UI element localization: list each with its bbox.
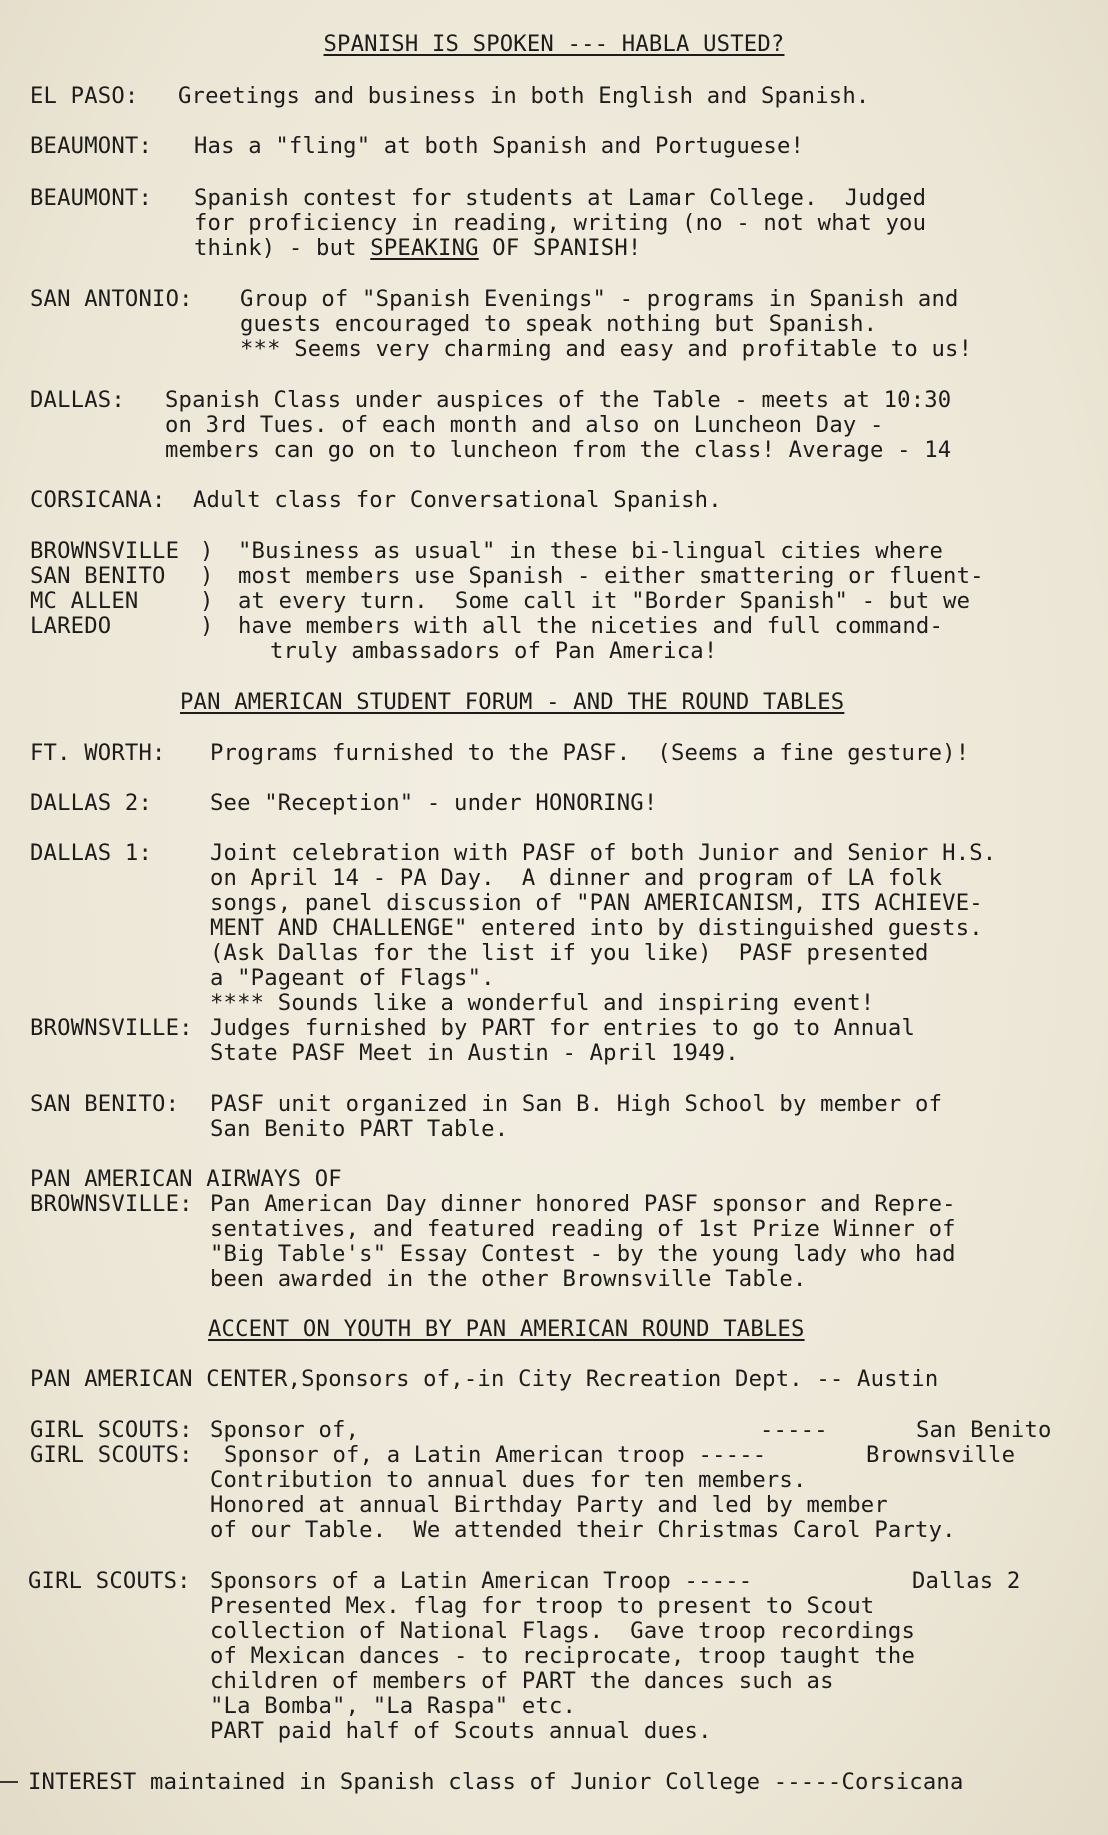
entry-label-brownsville: BROWNSVILLE: xyxy=(30,1015,193,1041)
entry-label-girl-scouts-3: GIRL SCOUTS: xyxy=(28,1568,191,1594)
city-san-benito-right: San Benito xyxy=(916,1417,1052,1443)
entry-text-brownsville-line-2: State PASF Meet in Austin - April 1949. xyxy=(210,1040,739,1066)
entry-label-corsicana: CORSICANA: xyxy=(30,487,166,513)
entry-text-airways-line-2: sentatives, and featured reading of 1st Prize Winner of xyxy=(210,1216,956,1242)
bracket-paren: ) xyxy=(200,613,214,639)
entry-label-girl-scouts-2: GIRL SCOUTS: xyxy=(30,1442,193,1468)
entry-text-girl-scouts-3-line-5: children of members of PART the dances such as xyxy=(210,1668,834,1694)
entry-text-dallas-1-line-5: (Ask Dallas for the list if you like) PASF presented xyxy=(210,940,929,966)
text-fragment: think) - but xyxy=(194,235,371,261)
entry-text-girl-scouts-3-line-6: "La Bomba", "La Raspa" etc. xyxy=(210,1693,577,1719)
bracket-paren: ) xyxy=(200,588,214,614)
entry-text-girl-scouts-3-line-1: Sponsors of a Latin American Troop ----- xyxy=(210,1568,753,1594)
city-san-benito: SAN BENITO xyxy=(30,563,166,589)
bracket-paren: ) xyxy=(200,563,214,589)
entry-text-pan-american-center: PAN AMERICAN CENTER,Sponsors of,-in City Recreation Dept. -- Austin xyxy=(30,1366,939,1392)
city-laredo: LAREDO xyxy=(30,613,112,639)
entry-text-border-line-1: "Business as usual" in these bi-lingual cities where xyxy=(238,538,944,564)
entry-text-dallas-1-line-6: a "Pageant of Flags". xyxy=(210,965,495,991)
entry-text-san-benito-line-2: San Benito PART Table. xyxy=(210,1116,509,1142)
entry-label-girl-scouts-1: GIRL SCOUTS: xyxy=(30,1417,193,1443)
entry-text-beaumont-2-line-1: Spanish contest for students at Lamar College. Judged xyxy=(194,185,927,211)
city-brownsville: BROWNSVILLE xyxy=(30,538,180,564)
entry-text-border-line-5: truly ambassadors of Pan America! xyxy=(270,638,718,664)
city-dallas-2-right: Dallas 2 xyxy=(912,1568,1021,1594)
entry-text-dallas-1-line-4: MENT AND CHALLENGE" entered into by distinguished guests. xyxy=(210,915,983,941)
entry-text-beaumont-2-line-3 xyxy=(194,236,641,261)
entry-label-dallas: DALLAS: xyxy=(30,387,125,413)
city-mc-allen: MC ALLEN xyxy=(30,588,139,614)
heading-text: SPANISH IS SPOKEN --- HABLA USTED? xyxy=(323,31,785,57)
entry-text-ft-worth: Programs furnished to the PASF. (Seems a fine gesture)! xyxy=(210,740,970,766)
margin-dash-mark xyxy=(0,1781,18,1783)
heading-text: ACCENT ON YOUTH BY PAN AMERICAN ROUND TABLES xyxy=(208,1316,805,1342)
entry-text-san-benito-line-1: PASF unit organized in San B. High School by member of xyxy=(210,1091,943,1117)
entry-label-beaumont-2: BEAUMONT: xyxy=(30,185,153,211)
entry-text-girl-scouts-2-line-4: of our Table. We attended their Christmas Carol Party. xyxy=(210,1517,956,1543)
entry-text-dallas-2: See "Reception" - under HONORING! xyxy=(210,790,658,816)
entry-label-airways: PAN AMERICAN AIRWAYS OF xyxy=(30,1166,342,1192)
heading-spanish-is-spoken xyxy=(0,32,1108,57)
entry-label-san-benito: SAN BENITO: xyxy=(30,1091,180,1117)
entry-text-airways-line-3: "Big Table's" Essay Contest - by the young lady who had xyxy=(210,1241,956,1267)
entry-label-airways-brownsville: BROWNSVILLE: xyxy=(30,1191,193,1217)
entry-text-dallas-1-line-1: Joint celebration with PASF of both Junior and Senior H.S. xyxy=(210,840,997,866)
entry-text-el-paso: Greetings and business in both English and Spanish. xyxy=(178,83,870,109)
heading-text: PAN AMERICAN STUDENT FORUM - AND THE ROUND TABLES xyxy=(180,689,845,715)
entry-text-dallas-1-line-2: on April 14 - PA Day. A dinner and program of LA folk xyxy=(210,865,943,891)
entry-text-girl-scouts-3-line-2: Presented Mex. flag for troop to present to Scout xyxy=(210,1593,875,1619)
entry-text-dallas-1-line-7: **** Sounds like a wonderful and inspiring event! xyxy=(210,990,875,1016)
entry-text-dallas-line-3: members can go on to luncheon from the class! Average - 14 xyxy=(165,437,952,463)
entry-text-airways-line-1: Pan American Day dinner honored PASF sponsor and Repre- xyxy=(210,1191,956,1217)
entry-text-girl-scouts-3-line-7: PART paid half of Scouts annual dues. xyxy=(210,1718,712,1744)
entry-text-girl-scouts-1: Sponsor of, xyxy=(210,1417,360,1443)
entry-text-brownsville-line-1: Judges furnished by PART for entries to go to Annual xyxy=(210,1015,916,1041)
entry-text-san-antonio-line-1: Group of "Spanish Evenings" - programs in Spanish and xyxy=(240,286,959,312)
heading-accent-on-youth xyxy=(208,1317,805,1342)
entry-text-border-line-2: most members use Spanish - either smattering or fluent- xyxy=(238,563,984,589)
entry-label-dallas-1: DALLAS 1: xyxy=(30,840,153,866)
entry-text-border-line-4: have members with all the niceties and full command- xyxy=(238,613,944,639)
entry-text-airways-line-4: been awarded in the other Brownsville Table. xyxy=(210,1266,807,1292)
entry-label-ft-worth: FT. WORTH: xyxy=(30,740,166,766)
entry-text-interest: INTEREST maintained in Spanish class of Junior College -----Corsicana xyxy=(28,1769,964,1795)
entry-label-san-antonio: SAN ANTONIO: xyxy=(30,286,193,312)
entry-text-corsicana: Adult class for Conversational Spanish. xyxy=(193,487,722,513)
entry-text-dallas-1-line-3: songs, panel discussion of "PAN AMERICANISM, ITS ACHIEVE- xyxy=(210,890,983,916)
entry-text-girl-scouts-3-line-4: of Mexican dances - to reciprocate, troop taught the xyxy=(210,1643,916,1669)
entry-text-girl-scouts-2-line-3: Honored at annual Birthday Party and led by member xyxy=(210,1492,888,1518)
city-brownsville-right: Brownsville xyxy=(866,1442,1016,1468)
entry-label-dallas-2: DALLAS 2: xyxy=(30,790,153,816)
entry-text-san-antonio-line-3: *** Seems very charming and easy and profitable to us! xyxy=(240,336,973,362)
bracket-paren: ) xyxy=(200,538,214,564)
entry-text-beaumont-1: Has a "fling" at both Spanish and Portuguese! xyxy=(194,133,805,159)
entry-text-dallas-line-2: on 3rd Tues. of each month and also on Luncheon Day - xyxy=(165,412,884,438)
entry-label-el-paso: EL PASO: xyxy=(30,83,139,109)
text-fragment: OF SPANISH! xyxy=(478,235,642,261)
entry-text-beaumont-2-line-2: for proficiency in reading, writing (no - not what you xyxy=(194,210,927,236)
entry-text-girl-scouts-3-line-3: collection of National Flags. Gave troop recordings xyxy=(210,1618,916,1644)
heading-student-forum xyxy=(180,690,844,715)
entry-text-girl-scouts-2-line-1: Sponsor of, a Latin American troop ----- xyxy=(224,1442,767,1468)
entry-text-san-antonio-line-2: guests encouraged to speak nothing but Spanish. xyxy=(240,311,878,337)
dash-leader: ----- xyxy=(760,1417,828,1443)
entry-text-girl-scouts-2-line-2: Contribution to annual dues for ten members. xyxy=(210,1467,807,1493)
underlined-speaking: SPEAKING xyxy=(370,235,479,261)
entry-text-dallas-line-1: Spanish Class under auspices of the Table - meets at 10:30 xyxy=(165,387,952,413)
entry-text-border-line-3: at every turn. Some call it "Border Spanish" - but we xyxy=(238,588,971,614)
entry-label-beaumont-1: BEAUMONT: xyxy=(30,133,153,159)
